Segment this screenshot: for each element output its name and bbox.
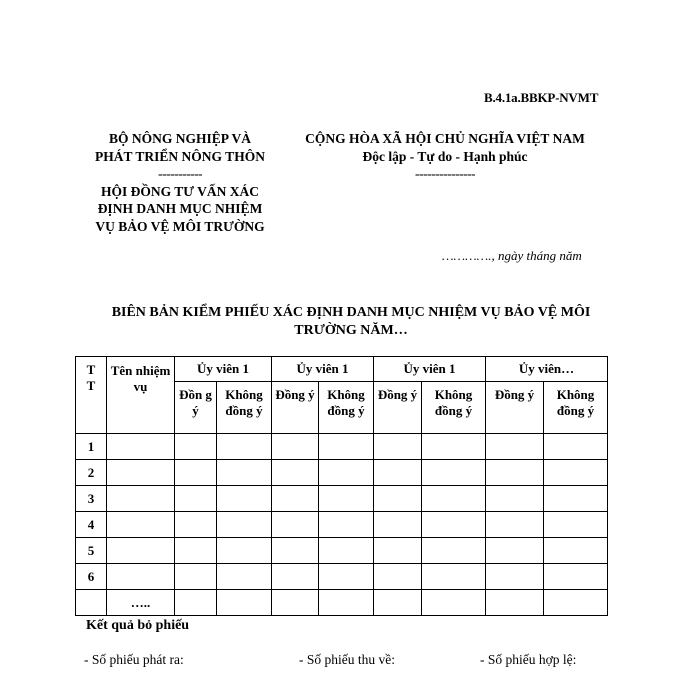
vote-cell bbox=[544, 460, 608, 486]
vote-cell bbox=[175, 486, 217, 512]
vote-cell bbox=[422, 564, 486, 590]
vote-cell bbox=[217, 486, 272, 512]
row-number: 1 bbox=[76, 434, 107, 460]
vote-cell bbox=[272, 538, 319, 564]
vote-cell bbox=[319, 434, 374, 460]
result-heading: Kết quả bỏ phiếu bbox=[86, 618, 190, 633]
disagree-header: Không đồng ý bbox=[217, 382, 272, 434]
vote-cell bbox=[272, 460, 319, 486]
table-row bbox=[76, 460, 608, 486]
task-name-cell: ….. bbox=[107, 590, 175, 616]
vote-cell bbox=[175, 460, 217, 486]
vote-cell bbox=[272, 564, 319, 590]
agree-header: Đồng ý bbox=[374, 382, 422, 434]
vote-cell bbox=[374, 564, 422, 590]
vote-cell bbox=[319, 512, 374, 538]
task-name-cell bbox=[107, 538, 175, 564]
vote-cell bbox=[319, 460, 374, 486]
row-number: 5 bbox=[76, 538, 107, 564]
vote-cell bbox=[374, 460, 422, 486]
task-name-cell bbox=[107, 486, 175, 512]
council-name-line-2: ĐỊNH DANH MỤC NHIỆM bbox=[97, 201, 263, 216]
row-number: 3 bbox=[76, 486, 107, 512]
vote-cell bbox=[217, 538, 272, 564]
table-row bbox=[76, 538, 608, 564]
vote-cell bbox=[544, 512, 608, 538]
member-group-header: Ủy viên 1 bbox=[272, 357, 374, 382]
vote-cell bbox=[217, 434, 272, 460]
form-code: B.4.1a.BBKP-NVMT bbox=[484, 90, 599, 105]
document-title-line-1: BIÊN BẢN KIỂM PHIẾU XÁC ĐỊNH DANH MỤC NHIỆM VỤ BẢO VỆ MÔI bbox=[111, 305, 591, 320]
vote-cell bbox=[422, 512, 486, 538]
vote-cell bbox=[374, 538, 422, 564]
vote-cell bbox=[217, 564, 272, 590]
agree-header: Đồn g ý bbox=[175, 382, 217, 434]
vote-cell bbox=[486, 434, 544, 460]
table-row bbox=[76, 434, 608, 460]
vote-cell bbox=[175, 538, 217, 564]
vote-cell bbox=[217, 512, 272, 538]
disagree-header: Không đồng ý bbox=[544, 382, 608, 434]
task-name-cell bbox=[107, 460, 175, 486]
task-name-cell bbox=[107, 512, 175, 538]
ministry-header bbox=[70, 130, 290, 235]
table-row bbox=[76, 590, 608, 616]
vote-cell bbox=[319, 564, 374, 590]
vote-cell bbox=[422, 486, 486, 512]
vote-cell bbox=[175, 564, 217, 590]
vote-cell bbox=[486, 512, 544, 538]
vote-cell bbox=[486, 538, 544, 564]
disagree-header: Không đồng ý bbox=[422, 382, 486, 434]
vote-cell bbox=[374, 512, 422, 538]
tt-header: T T bbox=[76, 357, 107, 434]
row-number: 6 bbox=[76, 564, 107, 590]
vote-cell bbox=[374, 486, 422, 512]
table-row bbox=[76, 564, 608, 590]
republic-separator: --------------- bbox=[415, 166, 475, 181]
vote-cell bbox=[272, 512, 319, 538]
vote-cell bbox=[422, 538, 486, 564]
vote-cell bbox=[422, 434, 486, 460]
vote-cell bbox=[422, 460, 486, 486]
row-number: 4 bbox=[76, 512, 107, 538]
council-name-line-1: HỘI ĐỒNG TƯ VẤN XÁC bbox=[100, 183, 259, 199]
vote-cell bbox=[319, 538, 374, 564]
council-name-line-3: VỤ BẢO VỆ MÔI TRƯỜNG bbox=[95, 218, 265, 234]
task-name-cell bbox=[107, 434, 175, 460]
ballots-collected-label: - Số phiếu thu về: bbox=[299, 652, 395, 667]
vote-cell bbox=[175, 434, 217, 460]
vote-cell bbox=[544, 434, 608, 460]
vote-cell bbox=[175, 590, 217, 616]
table-row bbox=[76, 486, 608, 512]
document-title-line-2: TRƯỜNG NĂM… bbox=[294, 323, 408, 338]
vote-cell bbox=[217, 590, 272, 616]
republic-header bbox=[286, 130, 604, 183]
vote-cell bbox=[486, 590, 544, 616]
task-name-header: Tên nhiệm vụ bbox=[107, 357, 175, 434]
vote-cell bbox=[319, 590, 374, 616]
task-name-cell bbox=[107, 564, 175, 590]
row-number bbox=[76, 590, 107, 616]
vote-cell bbox=[544, 538, 608, 564]
republic-name: CỘNG HÒA XÃ HỘI CHỦ NGHĨA VIỆT NAM bbox=[305, 131, 585, 146]
vote-cell bbox=[544, 486, 608, 512]
ballots-issued-label: - Số phiếu phát ra: bbox=[84, 652, 184, 667]
ballots-valid-label: - Số phiếu hợp lệ: bbox=[480, 652, 577, 667]
republic-motto: Độc lập - Tự do - Hạnh phúc bbox=[362, 148, 528, 164]
vote-cell bbox=[544, 564, 608, 590]
vote-cell bbox=[486, 486, 544, 512]
ministry-separator: ----------- bbox=[158, 166, 202, 181]
agree-header: Đồng ý bbox=[272, 382, 319, 434]
vote-cell bbox=[422, 590, 486, 616]
disagree-header: Không đồng ý bbox=[319, 382, 374, 434]
vote-cell bbox=[486, 564, 544, 590]
ministry-name-line-1: BỘ NÔNG NGHIỆP VÀ bbox=[109, 131, 251, 146]
ministry-name-line-2: PHÁT TRIỂN NÔNG THÔN bbox=[95, 148, 265, 164]
vote-cell bbox=[217, 460, 272, 486]
member-group-header: Ủy viên 1 bbox=[175, 357, 272, 382]
vote-cell bbox=[374, 434, 422, 460]
vote-cell bbox=[272, 590, 319, 616]
agree-header: Đồng ý bbox=[486, 382, 544, 434]
member-group-header: Ủy viên… bbox=[486, 357, 608, 382]
vote-cell bbox=[544, 590, 608, 616]
document-title bbox=[86, 304, 616, 340]
row-number: 2 bbox=[76, 460, 107, 486]
date-line: …………., ngày tháng năm bbox=[442, 248, 582, 263]
vote-cell bbox=[272, 486, 319, 512]
vote-cell bbox=[175, 512, 217, 538]
vote-cell bbox=[374, 590, 422, 616]
vote-cell bbox=[319, 486, 374, 512]
ballot-count-table bbox=[75, 356, 608, 616]
vote-cell bbox=[272, 434, 319, 460]
member-group-header: Ủy viên 1 bbox=[374, 357, 486, 382]
vote-cell bbox=[486, 460, 544, 486]
table-row bbox=[76, 512, 608, 538]
